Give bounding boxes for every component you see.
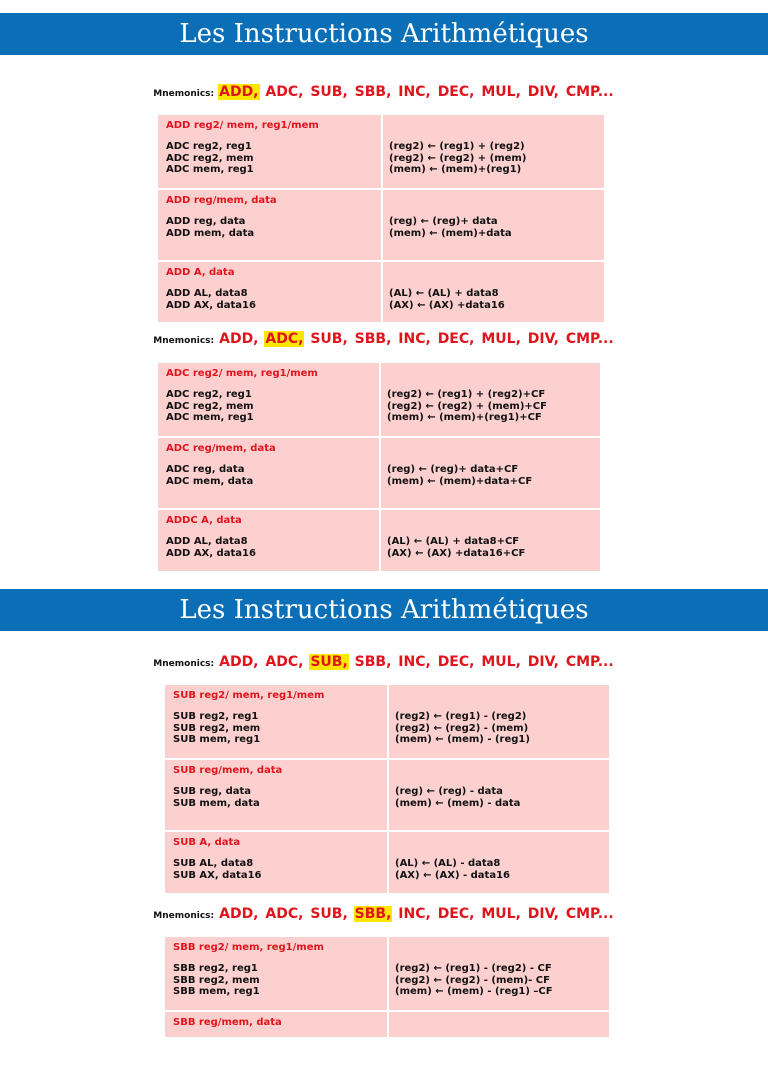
instruction-operation: (reg2) ← (reg2) - (mem)- CF: [395, 974, 550, 986]
instruction-operation-column: [387, 389, 547, 424]
mnemonic-op: INC,: [398, 906, 431, 922]
instruction-operation: (reg2) ← (reg2) + (mem): [389, 152, 527, 164]
column-divider: [379, 363, 381, 436]
instruction-operation-column: [395, 711, 530, 746]
instruction-syntax: ADC mem, data: [166, 475, 254, 487]
mnemonic-op: ADC,: [265, 906, 304, 922]
column-divider: [387, 1012, 389, 1072]
section-header: ADD A, data: [166, 267, 235, 278]
mnemonic-op: ADD,: [219, 331, 259, 347]
instruction-syntax-column: [173, 711, 260, 746]
mnemonic-op: SUB,: [310, 906, 348, 922]
instruction-syntax-column: [166, 288, 256, 311]
instruction-section: [158, 508, 600, 573]
section-header: ADD reg/mem, data: [166, 195, 277, 206]
instruction-syntax-column: [166, 216, 254, 239]
instruction-operation: (reg2) ← (reg1) + (reg2): [389, 141, 525, 152]
mnemonics-list: [218, 906, 615, 922]
instruction-operation-column: [387, 536, 525, 559]
mnemonic-op: MUL,: [481, 331, 521, 347]
section-header: ADC reg/mem, data: [166, 443, 276, 454]
instruction-syntax: SUB mem, data: [173, 797, 260, 809]
instruction-operation: (AX) ← (AX) +data16: [389, 299, 505, 311]
section-header: SUB reg2/ mem, reg1/mem: [173, 690, 325, 701]
instruction-syntax: SBB reg2, mem: [173, 974, 260, 986]
section-header: SBB reg2/ mem, reg1/mem: [173, 942, 324, 953]
mnemonics-list: [218, 331, 615, 347]
mnemonics-list: [218, 84, 615, 100]
instruction-syntax-column: [173, 786, 260, 809]
mnemonics-line-sub: [0, 654, 768, 670]
mnemonic-op: SUB,: [310, 84, 348, 100]
instruction-section: [165, 758, 609, 832]
instruction-operation: (mem) ← (mem)+(reg1): [389, 164, 522, 175]
column-divider: [381, 190, 383, 262]
mnemonic-op: DIV,: [527, 84, 559, 100]
instruction-syntax: ADC mem, reg1: [166, 164, 254, 175]
column-divider: [381, 115, 383, 188]
mnemonic-op: SBB,: [354, 84, 392, 100]
mnemonic-op: SBB,: [354, 331, 392, 347]
instruction-section: [158, 115, 604, 188]
instruction-operation: (reg2) ← (reg1) - (reg2): [395, 711, 527, 722]
instruction-section: [158, 363, 600, 436]
instruction-operation: (reg2) ← (reg2) - (mem): [395, 722, 529, 734]
mnemonic-op: INC,: [398, 654, 431, 670]
instruction-syntax: ADC reg2, reg1: [166, 389, 252, 400]
instruction-table-sbb: [165, 937, 609, 1037]
column-divider: [379, 510, 381, 573]
mnemonic-op: INC,: [398, 331, 431, 347]
mnemonics-label: Mnemonics:: [153, 659, 215, 669]
mnemonic-op: DEC,: [437, 84, 475, 100]
mnemonics-line-add: [0, 84, 768, 100]
mnemonic-op: ADD,: [219, 654, 259, 670]
instruction-syntax: ADD mem, data: [166, 227, 255, 239]
instruction-operation: (reg) ← (reg) - data: [395, 786, 503, 797]
instruction-operation: (mem) ← (mem) - (reg1): [395, 734, 530, 745]
instruction-section: [158, 436, 600, 510]
column-divider: [387, 832, 389, 895]
instruction-syntax: SUB AL, data8: [173, 858, 254, 869]
mnemonics-label: Mnemonics:: [153, 911, 215, 921]
mnemonic-op: CMP...: [565, 84, 614, 100]
instruction-operation-column: [387, 464, 532, 487]
instruction-section: [158, 260, 604, 324]
mnemonic-op: DIV,: [527, 654, 559, 670]
instruction-operation: (reg) ← (reg)+ data+CF: [387, 464, 519, 475]
mnemonic-op: CMP...: [565, 906, 614, 922]
instruction-operation: (mem) ← (mem)+(reg1)+CF: [387, 412, 542, 423]
instruction-operation-column: [395, 786, 520, 809]
instruction-syntax-column: [166, 464, 253, 487]
instruction-section: [165, 937, 609, 1010]
mnemonics-list: [218, 654, 615, 670]
instruction-syntax: ADC reg2, reg1: [166, 141, 252, 152]
instruction-operation: (reg2) ← (reg2) + (mem)+CF: [387, 400, 547, 412]
mnemonic-op: CMP...: [565, 654, 614, 670]
slide-title-1: Les Instructions Arithmétiques: [179, 19, 589, 49]
section-header: SUB reg/mem, data: [173, 765, 283, 776]
instruction-syntax-column: [173, 858, 262, 881]
instruction-syntax: ADC reg2, mem: [166, 400, 254, 412]
instruction-operation: (mem) ← (mem) - data: [395, 797, 521, 809]
instruction-operation: (AL) ← (AL) + data8+CF: [387, 536, 520, 547]
mnemonics-label: Mnemonics:: [153, 89, 215, 99]
slide-title-2: Les Instructions Arithmétiques: [179, 595, 589, 625]
instruction-syntax: ADD AL, data8: [166, 536, 248, 547]
instruction-operation: (mem) ← (mem)+data+CF: [387, 475, 533, 487]
instruction-operation: (reg2) ← (reg1) + (reg2)+CF: [387, 389, 546, 400]
instruction-syntax: SUB mem, reg1: [173, 734, 261, 745]
mnemonic-op: ADD,: [219, 906, 259, 922]
mnemonic-op: MUL,: [481, 84, 521, 100]
instruction-table-sub: [165, 685, 609, 893]
instruction-syntax: SUB AX, data16: [173, 869, 262, 881]
instruction-syntax: SUB reg, data: [173, 786, 252, 797]
instruction-syntax: ADD AL, data8: [166, 288, 248, 299]
instruction-table-add: [158, 115, 604, 322]
mnemonic-op: DEC,: [437, 906, 475, 922]
instruction-operation: (reg) ← (reg)+ data: [389, 216, 498, 227]
mnemonic-op: DIV,: [527, 906, 559, 922]
instruction-operation: (mem) ← (mem)+data: [389, 227, 512, 239]
column-divider: [379, 438, 381, 510]
mnemonic-op-highlighted: ADD,: [219, 84, 259, 100]
instruction-section: [165, 685, 609, 758]
instruction-syntax: SBB mem, reg1: [173, 986, 260, 997]
mnemonics-line-adc: [0, 331, 768, 347]
column-divider: [387, 937, 389, 1010]
mnemonic-op-highlighted: SBB,: [354, 906, 392, 922]
mnemonic-op: ADC,: [265, 84, 304, 100]
instruction-operation-column: [395, 858, 510, 881]
mnemonic-op: DEC,: [437, 331, 475, 347]
mnemonic-op-highlighted: ADC,: [265, 331, 304, 347]
column-divider: [387, 760, 389, 832]
instruction-operation-column: [389, 288, 505, 311]
slide-title-banner-1: [0, 13, 768, 55]
mnemonic-op: SBB,: [354, 654, 392, 670]
instruction-syntax: SBB reg2, reg1: [173, 963, 258, 974]
slide-title-banner-2: [0, 589, 768, 631]
instruction-operation: (AL) ← (AL) + data8: [389, 288, 499, 299]
instruction-syntax-column: [166, 536, 256, 559]
instruction-syntax: SUB reg2, mem: [173, 722, 261, 734]
instruction-syntax: ADD AX, data16: [166, 547, 256, 559]
mnemonics-line-sbb: [0, 906, 768, 922]
section-header: ADDC A, data: [166, 515, 242, 526]
instruction-syntax: SUB reg2, reg1: [173, 711, 259, 722]
instruction-operation: (AL) ← (AL) - data8: [395, 858, 501, 869]
section-header: ADD reg2/ mem, reg1/mem: [166, 120, 319, 131]
instruction-operation: (mem) ← (mem) - (reg1) –CF: [395, 986, 553, 997]
instruction-syntax: ADC reg2, mem: [166, 152, 254, 164]
instruction-syntax: ADC mem, reg1: [166, 412, 254, 423]
instruction-syntax: ADC reg, data: [166, 464, 245, 475]
section-header: SBB reg/mem, data: [173, 1017, 282, 1028]
section-header: SUB A, data: [173, 837, 241, 848]
instruction-operation: (reg2) ← (reg1) - (reg2) - CF: [395, 963, 552, 974]
instruction-syntax: ADD AX, data16: [166, 299, 256, 311]
mnemonic-op: DEC,: [437, 654, 475, 670]
mnemonic-op: SUB,: [310, 331, 348, 347]
mnemonic-op: MUL,: [481, 906, 521, 922]
instruction-operation-column: [389, 216, 512, 239]
mnemonics-label: Mnemonics:: [153, 336, 215, 346]
mnemonic-op: ADC,: [265, 654, 304, 670]
instruction-operation-column: [389, 141, 526, 176]
instruction-section: [158, 188, 604, 262]
instruction-syntax-column: [166, 389, 254, 424]
instruction-section: [165, 830, 609, 895]
instruction-syntax: ADD reg, data: [166, 216, 246, 227]
mnemonic-op-highlighted: SUB,: [310, 654, 348, 670]
mnemonic-op: MUL,: [481, 654, 521, 670]
instruction-operation: (AX) ← (AX) +data16+CF: [387, 547, 526, 559]
mnemonic-op: CMP...: [565, 331, 614, 347]
instruction-operation: (AX) ← (AX) - data16: [395, 869, 510, 881]
section-header: ADC reg2/ mem, reg1/mem: [166, 368, 318, 379]
instruction-table-adc: [158, 363, 600, 571]
column-divider: [387, 685, 389, 758]
column-divider: [381, 262, 383, 324]
mnemonic-op: DIV,: [527, 331, 559, 347]
instruction-operation-column: [395, 963, 553, 998]
mnemonic-op: INC,: [398, 84, 431, 100]
instruction-section: [165, 1010, 609, 1072]
instruction-syntax-column: [173, 963, 260, 998]
instruction-syntax-column: [166, 141, 254, 176]
